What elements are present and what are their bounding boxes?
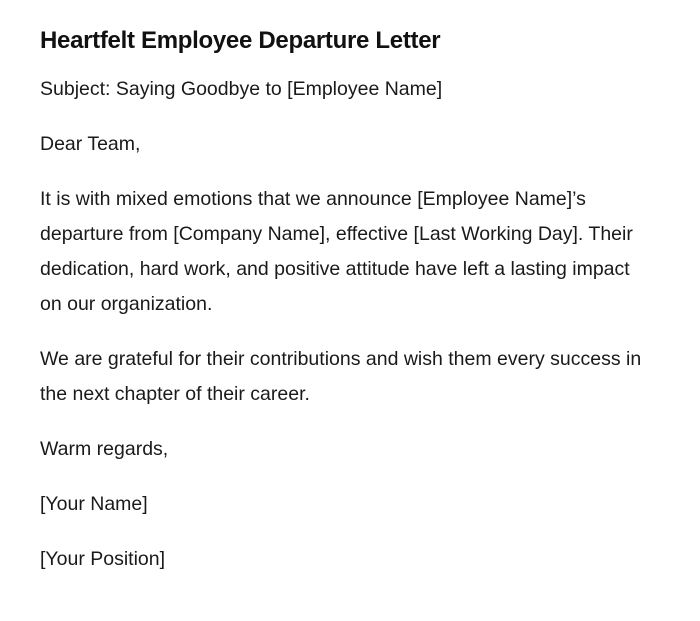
letter-closing: Warm regards,	[40, 438, 169, 460]
signature-position: [Your Position]	[40, 548, 166, 570]
letter-title: Heartfelt Employee Departure Letter	[40, 27, 441, 54]
letter-body-paragraph: We are grateful for their contributions and wish them every success in the next chapter of their career.	[40, 348, 642, 405]
signature-name: [Your Name]	[40, 493, 148, 515]
letter-document	[40, 24, 650, 597]
letter-salutation: Dear Team,	[40, 133, 141, 155]
letter-body-paragraph: It is with mixed emotions that we announce [Employee Name]’s departure from [Company Name], effective [Last Working Day]. Their dedication, hard work, and positive attitude have left a lasting impact on our organization.	[40, 188, 633, 315]
letter-subject: Subject: Saying Goodbye to [Employee Name]	[40, 78, 443, 100]
